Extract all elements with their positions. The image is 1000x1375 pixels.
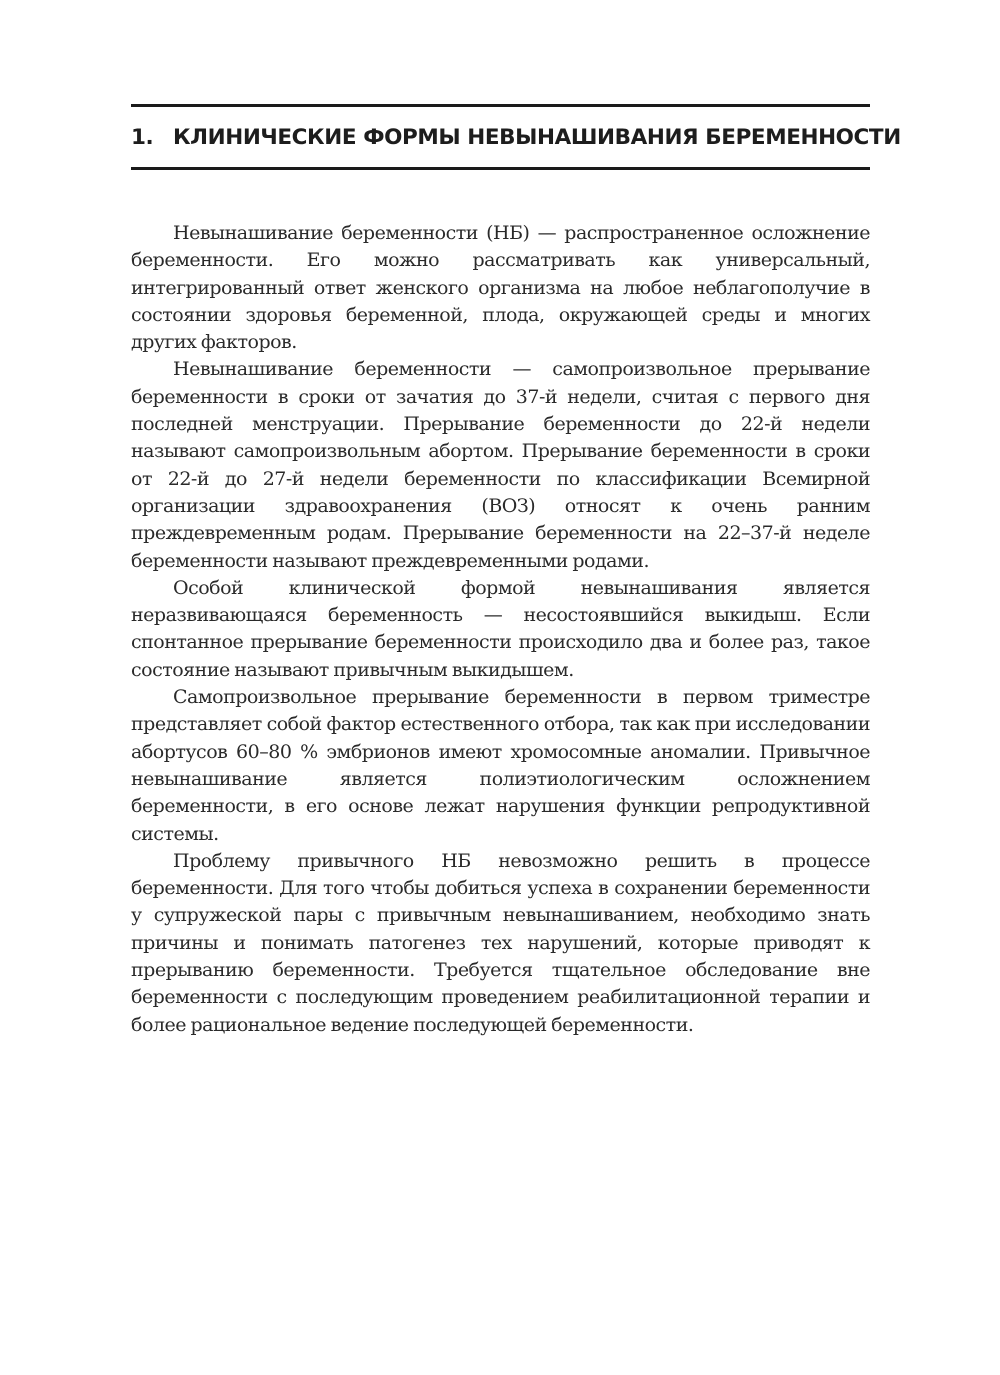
- paragraph: Невынашивание беременности — самопроизвольное прерывание беременности в сроки от зачатия до 37-й недели, считая с первого дня последней менструации. Прерывание беременности до 22-й недели называют самопроизвольным абортом. Прерывание беременности в сроки от 22-й до 27-й недели беременности по классификации Всемирной организации здравоохранения (ВОЗ) относят к очень ранним преждевременным родам. Прерывание беременности на 22–37-й неделе беременности называют преждевременными родами.: [131, 358, 870, 572]
- chapter-number: 1.: [131, 124, 154, 150]
- paragraph: Особой клинической формой невынашивания является неразвивающаяся беременность — несостоявшийся выкидыш. Если спонтанное прерывание беременности происходило два и более раз, такое состояние называют привычным выкидышем.: [131, 576, 870, 681]
- paragraph: Самопроизвольное прерывание беременности в первом триместре представляет собой фактор естественного отбора, так как при исследовании абортусов 60–80 % эмбрионов имеют хромосомные аномалии. Привычное невынашивание является полиэтиологическим осложнением беременности, в его основе лежат нарушения функции репродуктивной системы.: [131, 686, 870, 845]
- paragraph: Невынашивание беременности (НБ) — распространенное осложнение беременности. Его можно рассматривать как универсальный, интегрированный ответ женского организма на любое неблагополучие в состоянии здоровья беременной, плода, окружающей среды и многих других факторов.: [131, 222, 870, 354]
- chapter-title: КЛИНИЧЕСКИЕ ФОРМЫ НЕВЫНАШИВАНИЯ БЕРЕМЕННОСТИ: [173, 124, 901, 150]
- chapter-header: [131, 104, 901, 170]
- paragraph: Проблему привычного НБ невозможно решить в процессе беременности. Для того чтобы добиться успеха в сохранении беременности у супружеской пары с привычным невынашиванием, необходимо знать причины и понимать патогенез тех нарушений, которые приводят к прерыванию беременности. Требуется тщательное обследование вне беременности с последующим проведением реабилитационной терапии и более рациональное ведение последующей беременности.: [131, 849, 870, 1036]
- body-text: [131, 220, 870, 1039]
- bottom-rule: [131, 167, 870, 170]
- chapter-heading: [131, 107, 901, 167]
